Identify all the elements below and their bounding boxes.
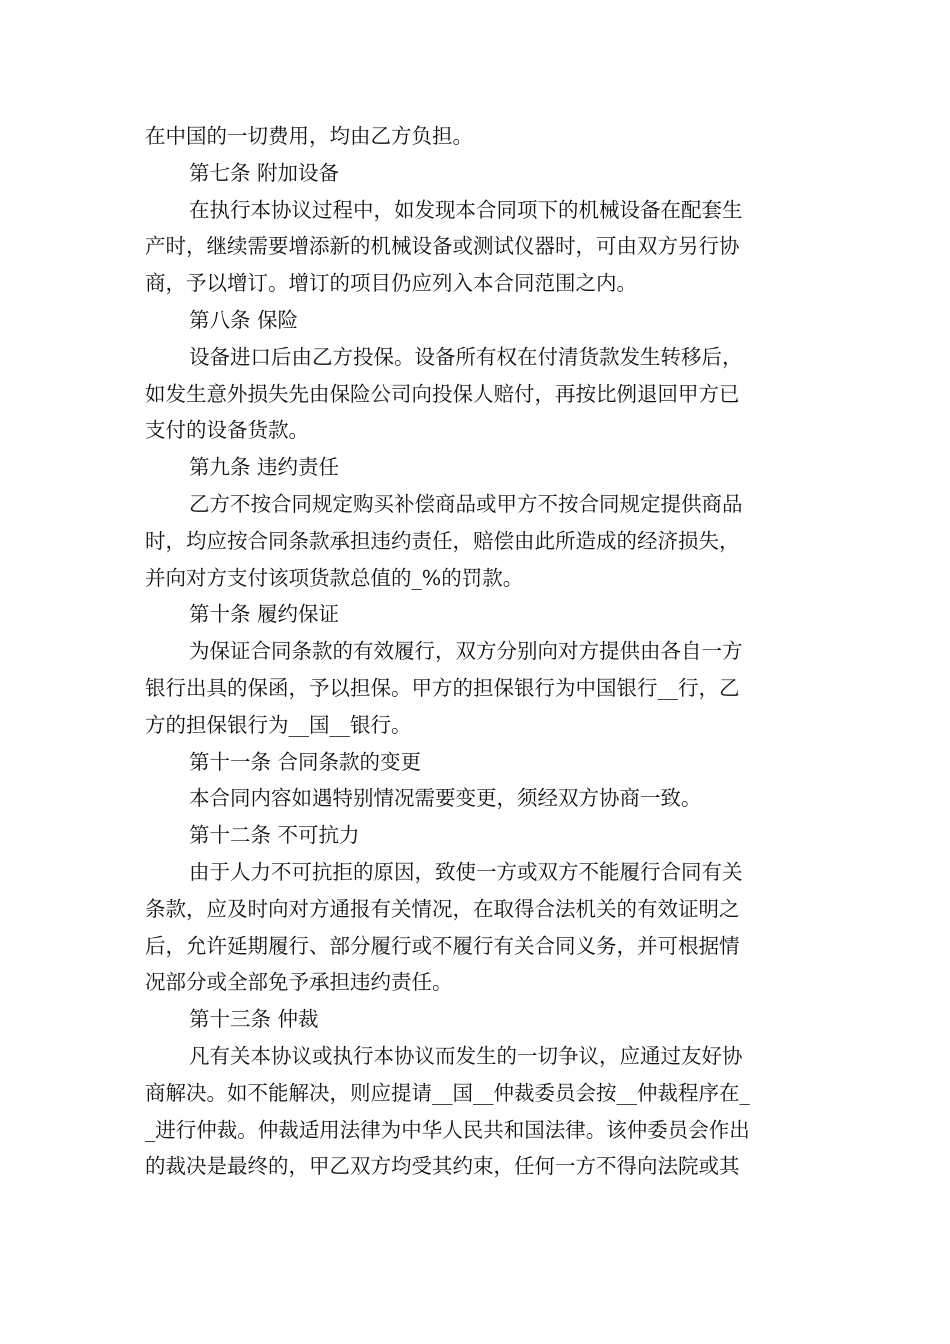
document-body bbox=[145, 118, 807, 1185]
text-line: 况部分或全部免予承担违约责任。 bbox=[145, 970, 453, 995]
text-line: 第十条 履约保证 bbox=[189, 602, 340, 627]
text-line: 后，允许延期履行、部分履行或不履行有关合同义务，并可根据情 bbox=[145, 933, 740, 958]
text-line: 为保证合同条款的有效履行，双方分别向对方提供由各自一方 bbox=[189, 639, 743, 664]
text-line: 支付的设备货款。 bbox=[145, 418, 309, 443]
text-line: 的裁决是最终的，甲乙双方均受其约束，任何一方不得向法院或其 bbox=[145, 1154, 740, 1179]
text-line: 时，均应按合同条款承担违约责任，赔偿由此所造成的经济损失， bbox=[145, 528, 740, 553]
text-line: 产时，继续需要增添新的机械设备或测试仪器时，可由双方另行协 bbox=[145, 234, 740, 259]
text-line: 并向对方支付该项货款总值的_%的罚款。 bbox=[145, 565, 524, 590]
text-line: 第八条 保险 bbox=[189, 307, 299, 332]
text-line: 方的担保银行为__国__银行。 bbox=[145, 712, 412, 737]
text-line: 在中国的一切费用，均由乙方负担。 bbox=[145, 124, 473, 148]
text-line: 设备进口后由乙方投保。设备所有权在付清货款发生转移后， bbox=[189, 344, 743, 369]
text-line: 第七条 附加设备 bbox=[189, 160, 340, 185]
text-line: 条款，应及时向对方通报有关情况，在取得合法机关的有效证明之 bbox=[145, 896, 740, 921]
text-line: 凡有关本协议或执行本协议而发生的一切争议，应通过友好协 bbox=[189, 1043, 743, 1068]
text-line: 由于人力不可抗拒的原因，致使一方或双方不能履行合同有关 bbox=[189, 859, 743, 884]
text-line: 第十二条 不可抗力 bbox=[189, 823, 360, 848]
text-line: 第十三条 仲裁 bbox=[189, 1007, 319, 1032]
text-line: 在执行本协议过程中，如发现本合同项下的机械设备在配套生 bbox=[189, 197, 743, 222]
text-line: _进行仲裁。仲裁适用法律为中华人民共和国法律。该仲委员会作出 bbox=[145, 1117, 750, 1142]
text-line: 商解决。如不能解决，则应提请__国__仲裁委员会按__仲裁程序在_ bbox=[145, 1080, 750, 1105]
text-line: 本合同内容如遇特别情况需要变更，须经双方协商一致。 bbox=[189, 786, 702, 811]
text-line: 第九条 违约责任 bbox=[189, 455, 340, 480]
text-line: 第十一条 合同条款的变更 bbox=[189, 749, 422, 774]
text-line: 银行出具的保函，予以担保。甲方的担保银行为中国银行__行，乙 bbox=[145, 675, 740, 700]
text-line: 乙方不按合同规定购买补偿商品或甲方不按合同规定提供商品 bbox=[189, 491, 743, 516]
text-line: 如发生意外损失先由保险公司向投保人赔付，再按比例退回甲方已 bbox=[145, 381, 740, 406]
text-line: 商，予以增订。增订的项目仍应列入本合同范围之内。 bbox=[145, 271, 637, 296]
